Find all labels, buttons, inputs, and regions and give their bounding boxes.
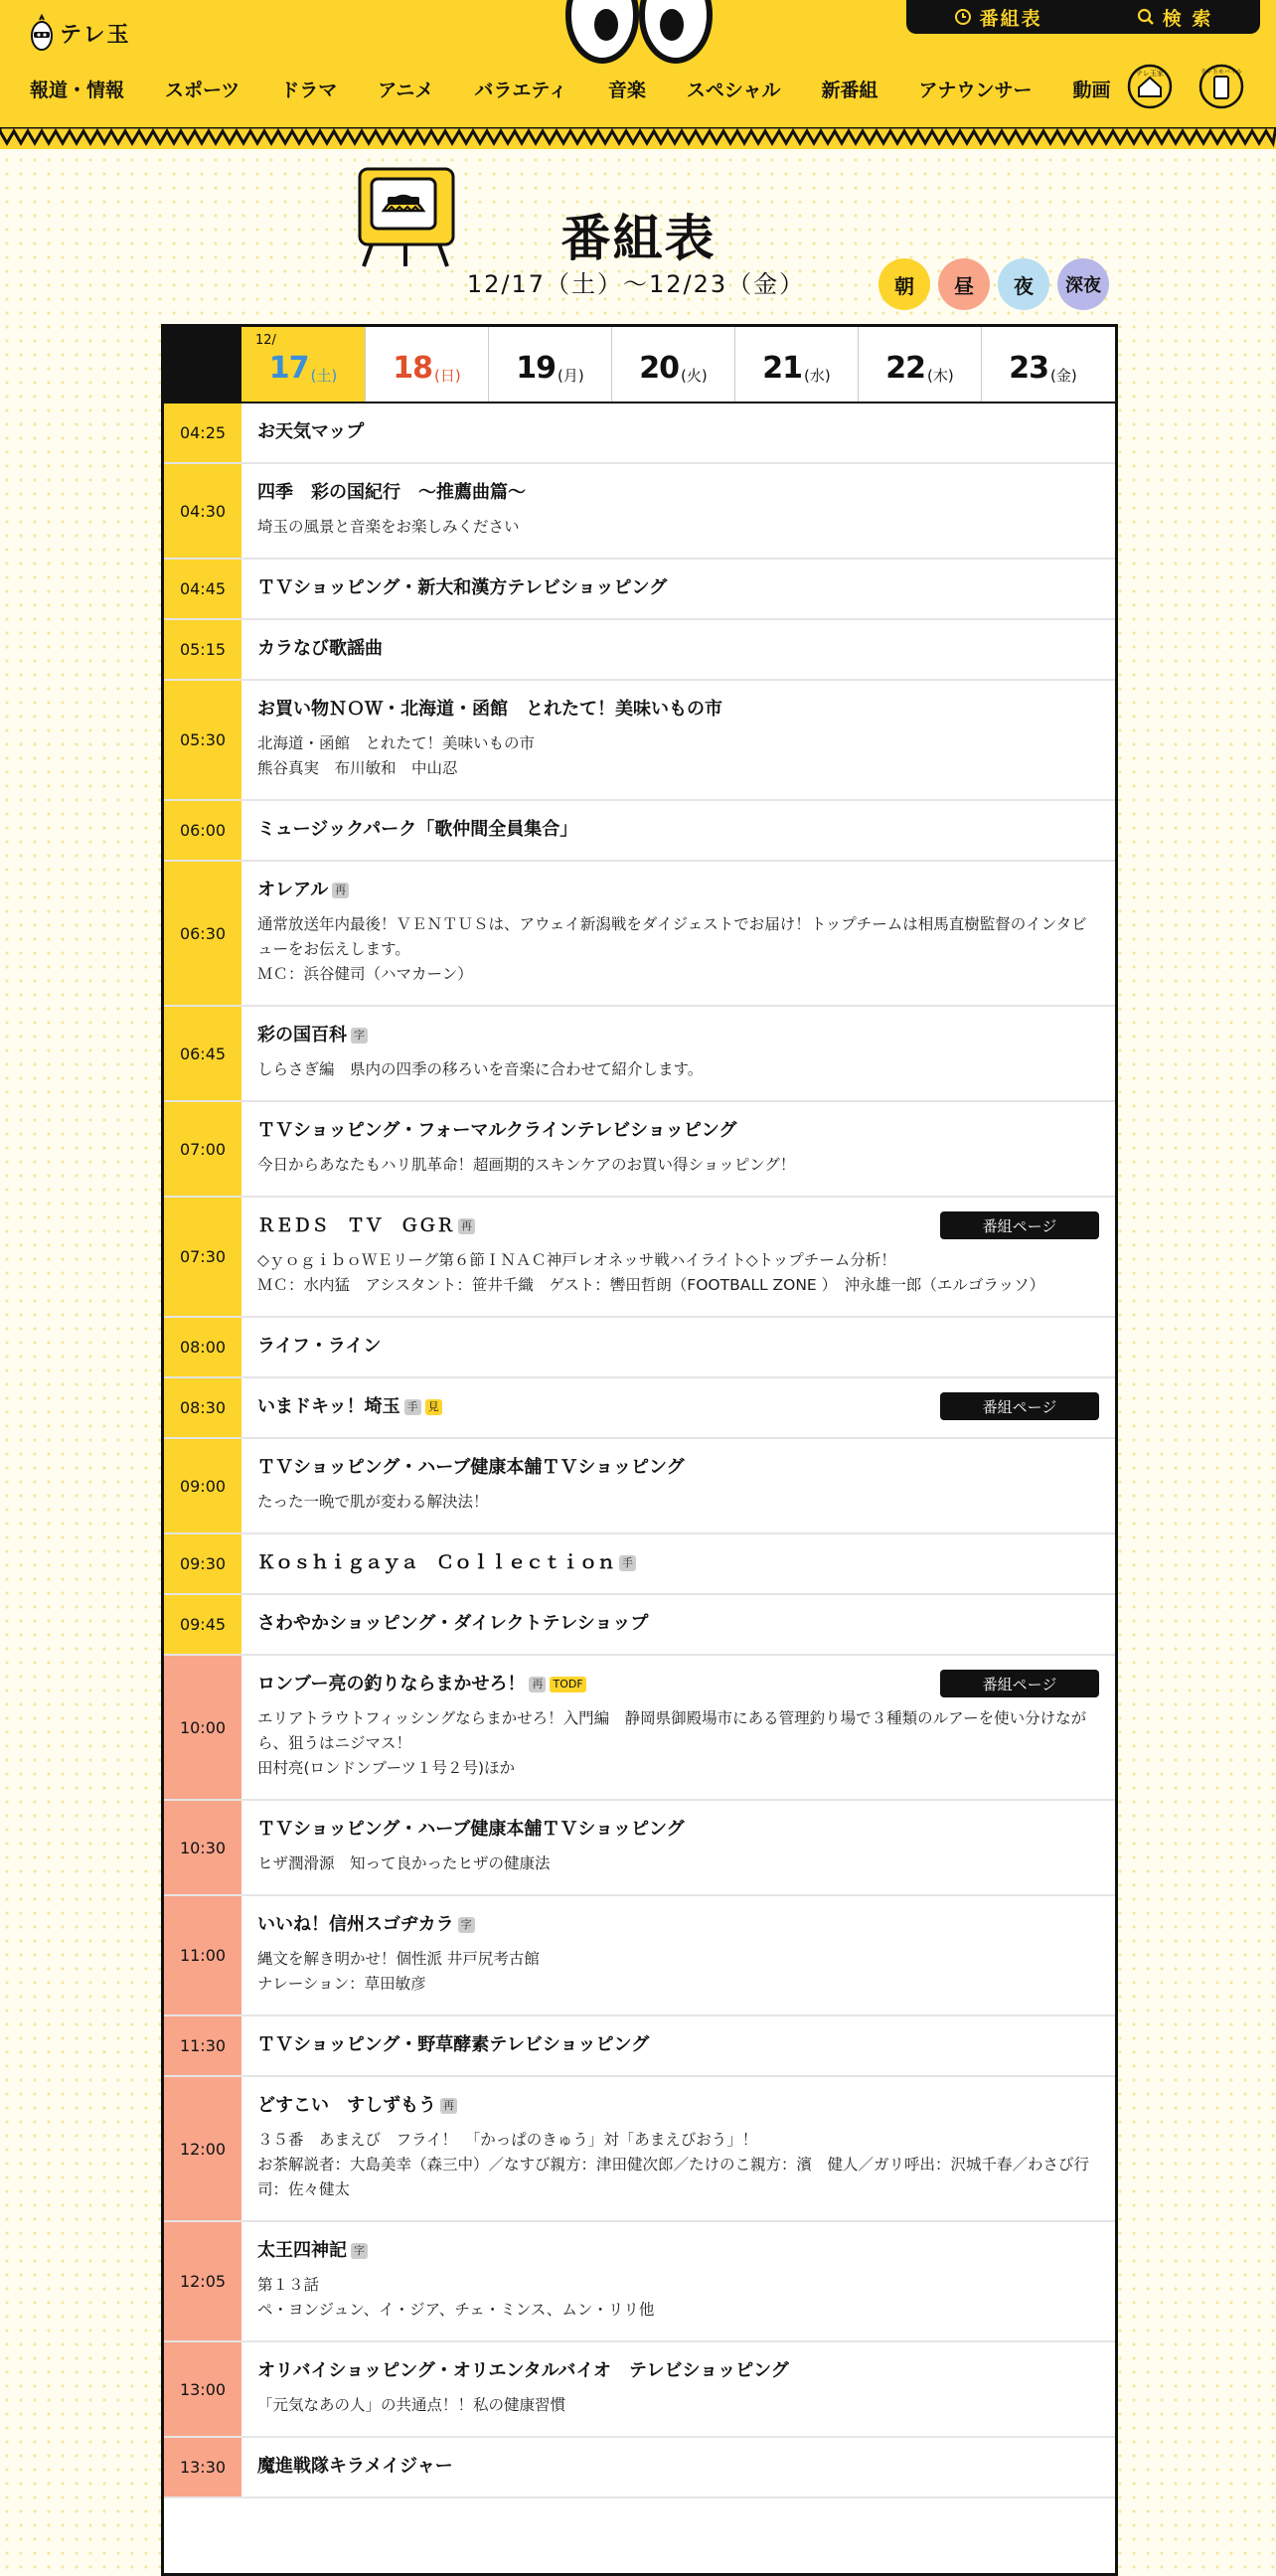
utility-bar (906, 0, 1260, 34)
program-title[interactable]: いいね！信州スゴヂカラ (257, 1914, 454, 1935)
schedule-link[interactable] (954, 4, 1042, 31)
program-cell (241, 2016, 1115, 2075)
program-description-line: 北海道・函館 とれたて！美味いもの市 (257, 734, 536, 752)
program-description-line: 今日からあなたもハリ肌革命！超画期的スキンケアのお買い得ショッピング！ (257, 1156, 796, 1174)
chick-mascot-icon (30, 14, 54, 52)
program-page-button[interactable]: 番組ページ (940, 1392, 1099, 1420)
program-title[interactable]: オリバイショッピング・オリエンタルバイオ テレビショッピング (257, 2360, 789, 2381)
day-tabs-corner (164, 327, 241, 402)
day-tab-23[interactable] (981, 327, 1104, 402)
program-title[interactable]: ミュージックパーク「歌仲間全員集合」 (257, 819, 578, 840)
nav-item-announcers[interactable]: アナウンサー (918, 80, 1033, 101)
house-icon-text: テレ玉家 (1136, 70, 1164, 78)
program-title[interactable]: ＴＶショッピング・新大和漢方テレビショッピング (257, 577, 668, 598)
search-icon (1137, 8, 1155, 26)
program-title[interactable]: ロンブー亮の釣りならまかせろ！ (257, 1674, 526, 1694)
clock-icon (954, 8, 972, 26)
program-badge: 字 (351, 2243, 368, 2259)
program-cell (241, 1534, 1115, 1593)
program-cell (241, 1896, 1115, 2014)
program-description-line: 通常放送年内最後！ＶＥＮＴＵＳは、アウェイ新潟戦をダイジェストでお届け！トップチームは相馬直樹監督のインタビューをお伝えします。 (257, 915, 1087, 958)
program-description-line: エリアトラウトフィッシングならまかせろ！入門編 静岡県御殿場市にある管理釣り場で３種類のルアーを使い分けながら、狙うはニジマス！ (257, 1709, 1087, 1752)
day-number: 17 (268, 351, 309, 386)
program-row[interactable] (164, 620, 1115, 681)
program-description-line: 第１３話 (257, 2276, 320, 2294)
program-row[interactable] (164, 1656, 1115, 1801)
program-row[interactable] (164, 403, 1115, 464)
program-title[interactable]: さわやかショッピング・ダイレクトテレショップ (257, 1613, 649, 1634)
program-cell (241, 1595, 1115, 1654)
teletama-house-icon[interactable] (1127, 64, 1173, 109)
program-title[interactable]: ＴＶショッピング・ハーブ健康本舗ＴＶショッピング (257, 1457, 685, 1478)
program-description-line: 縄文を解き明かせ！個性派 井戸尻考古館 (257, 1950, 540, 1968)
program-row[interactable] (164, 1801, 1115, 1896)
program-description (257, 1706, 1099, 1781)
program-cell (241, 801, 1115, 860)
program-description-line: しらさぎ編 県内の四季の移ろいを音楽に合わせて紹介します。 (257, 1060, 704, 1078)
program-row[interactable] (164, 464, 1115, 560)
program-time: 04:25 (164, 403, 241, 462)
schedule-table (161, 324, 1118, 2576)
program-time: 04:45 (164, 560, 241, 618)
tod-night-label: 夜 (1014, 273, 1034, 298)
program-row[interactable] (164, 1318, 1115, 1378)
program-row[interactable] (164, 1378, 1115, 1439)
nav-item-videos[interactable]: 動画 (1072, 80, 1111, 101)
program-row[interactable] (164, 681, 1115, 801)
day-weekday: (日) (434, 367, 461, 385)
day-weekday: (水) (804, 367, 831, 385)
program-badge: 見 (425, 1399, 442, 1415)
program-title-row (257, 2455, 1099, 2479)
program-time: 09:45 (164, 1595, 241, 1654)
program-time: 13:30 (164, 2438, 241, 2496)
program-description (257, 1947, 1099, 1997)
program-row[interactable] (164, 560, 1115, 620)
program-title-row (257, 576, 1099, 600)
program-time: 05:30 (164, 681, 241, 799)
program-time: 10:00 (164, 1656, 241, 1799)
program-description-line: 「元気なあの人」の共通点！！私の健康習慣 (257, 2396, 566, 2414)
program-title[interactable]: 彩の国百科 (257, 1025, 347, 1046)
site-logo[interactable] (30, 14, 131, 52)
program-row[interactable] (164, 2077, 1115, 2222)
program-title-row (257, 2094, 1099, 2118)
program-time: 07:30 (164, 1198, 241, 1316)
program-description-line: ３５番 あまえび フライ！ 「かっぱのきゅう」対「あまえびおう」！ (257, 2131, 758, 2149)
program-title-row (257, 637, 1099, 661)
program-description (257, 1057, 1099, 1082)
program-description-line: ヒザ潤滑源 知って良かったヒザの健康法 (257, 1854, 551, 1872)
program-row[interactable] (164, 2438, 1115, 2498)
program-title-row (257, 1119, 1099, 1143)
logo-text: テレ玉 (60, 22, 131, 48)
day-weekday: (土) (310, 367, 338, 385)
program-description-line: ナレーション：草田敏彦 (257, 1975, 426, 1993)
day-weekday: (月) (558, 367, 584, 385)
tod-morning-label: 朝 (894, 273, 914, 298)
program-time: 04:30 (164, 464, 241, 558)
program-badge: 字 (351, 1028, 368, 1044)
program-row[interactable] (164, 1896, 1115, 2016)
program-badge: 再 (440, 2098, 457, 2114)
program-title[interactable]: Ｋｏｓｈｉｇａｙａ Ｃｏｌｌｅｃｔｉｏｎ (257, 1552, 615, 1573)
program-title[interactable]: お天気マップ (257, 421, 365, 442)
mobile-icon-text: テレ玉モバイル (1200, 69, 1242, 76)
program-row[interactable] (164, 862, 1115, 1007)
day-weekday: (火) (681, 367, 708, 385)
program-time: 10:30 (164, 1801, 241, 1894)
day-month-label: 12/ (255, 333, 276, 348)
program-time: 06:30 (164, 862, 241, 1005)
program-time: 12:00 (164, 2077, 241, 2220)
program-row[interactable] (164, 1007, 1115, 1102)
program-title-row (257, 2359, 1099, 2383)
nav-item-news[interactable]: 報道・情報 (30, 80, 125, 101)
program-description-line: 熊谷真実 布川敏和 中山忍 (257, 759, 458, 777)
program-title[interactable]: ＴＶショッピング・ハーブ健康本舗ＴＶショッピング (257, 1819, 685, 1840)
program-title-row (257, 818, 1099, 842)
tod-daytime-button[interactable] (938, 258, 990, 310)
day-tab-21[interactable] (734, 327, 858, 402)
program-cell (241, 2222, 1115, 2340)
program-title-row (257, 1456, 1099, 1480)
program-title-row (257, 2033, 1099, 2057)
day-number: 18 (393, 351, 433, 386)
nav-item-new-programs[interactable]: 新番組 (821, 80, 878, 101)
program-cell (241, 1007, 1115, 1100)
program-description (257, 2273, 1099, 2323)
program-title[interactable]: オレアル (257, 880, 329, 900)
program-description (257, 1852, 1099, 1876)
program-description (257, 515, 1099, 540)
program-time: 07:00 (164, 1102, 241, 1196)
search-link-label: 検 索 (1162, 7, 1213, 30)
program-title[interactable]: いまドキッ！埼玉 (257, 1396, 400, 1417)
program-time: 05:15 (164, 620, 241, 679)
program-cell (241, 681, 1115, 799)
nav-item-drama[interactable]: ドラマ (280, 80, 338, 101)
schedule-link-label: 番組表 (979, 7, 1042, 30)
program-title[interactable]: お買い物ＮＯＷ・北海道・函館 とれたて！美味いもの市 (257, 699, 722, 720)
program-description (257, 2393, 1099, 2418)
page-title: 番組表 (560, 210, 717, 267)
program-title[interactable]: ライフ・ライン (257, 1336, 382, 1357)
day-tabs (164, 327, 1115, 403)
program-list (164, 403, 1115, 2498)
day-tab-20[interactable] (611, 327, 734, 402)
program-time: 12:05 (164, 2222, 241, 2340)
program-description-line: ◇ｙｏｇｉｂｏＷＥリーグ第６節ＩＮＡＣ神戸レオネッサ戦ハイライト◇トップチーム分析！ (257, 1251, 896, 1269)
program-badge: 再 (458, 1218, 475, 1234)
program-title-row (257, 1913, 1099, 1937)
day-tab-19[interactable] (488, 327, 611, 402)
program-cell (241, 1439, 1115, 1532)
program-badge: 手 (404, 1399, 421, 1415)
program-cell (241, 1801, 1115, 1894)
day-weekday: (金) (1050, 367, 1077, 385)
program-description-line: 田村亮(ロンドンブーツ１号２号)ほか (257, 1759, 516, 1777)
program-description (257, 1248, 1099, 1298)
program-row[interactable] (164, 2222, 1115, 2342)
day-number: 22 (885, 351, 926, 386)
program-description-line: ＭＣ：浜谷健司（ハマカーン） (257, 965, 473, 983)
day-tab-18[interactable] (365, 327, 488, 402)
program-description (257, 731, 1099, 781)
tod-morning-button[interactable] (878, 258, 930, 310)
tv-mascot-icon (350, 167, 461, 268)
program-title[interactable]: 魔進戦隊キラメイジャー (257, 2456, 453, 2477)
program-description-line: お茶解説者：大島美幸（森三中）／なすび親方：津田健次郎／たけのこ親方：濱 健人／ガリ呼出：沢城千春／わさび行司：佐々健太 (257, 2156, 1090, 2198)
program-row[interactable] (164, 1439, 1115, 1534)
program-description-line: 埼玉の風景と音楽をお楽しみください (257, 518, 520, 536)
program-time: 13:00 (164, 2342, 241, 2436)
program-row[interactable] (164, 1198, 1115, 1318)
program-row[interactable] (164, 2016, 1115, 2077)
program-title[interactable]: どすこい すしずもう (257, 2095, 436, 2116)
program-cell (241, 1318, 1115, 1376)
day-tab-17[interactable] (241, 327, 365, 402)
program-title-row (257, 1335, 1099, 1359)
program-badge: 再 (529, 1677, 546, 1692)
program-title[interactable]: 太王四神記 (257, 2240, 347, 2261)
nav-item-anime[interactable]: アニメ (378, 80, 434, 101)
program-cell (241, 862, 1115, 1005)
header-zigzag-edge (0, 127, 1276, 151)
program-cell (241, 403, 1115, 462)
program-title[interactable]: ＴＶショッピング・野草酵素テレビショッピング (257, 2034, 650, 2055)
day-number: 19 (516, 351, 557, 386)
tod-latenight-label: 深夜 (1065, 275, 1101, 296)
program-cell (241, 2438, 1115, 2496)
program-time: 11:30 (164, 2016, 241, 2075)
program-description-line: ＭＣ：水内猛 アシスタント：笹井千織 ゲスト：轡田哲朗（FOOTBALL ZONE ） 沖永雄一郎（エルゴラッソ） (257, 1276, 1045, 1294)
program-cell (241, 2077, 1115, 2220)
tod-daytime-label: 昼 (954, 273, 974, 298)
nav-item-sports[interactable]: スポーツ (165, 80, 240, 101)
program-badge: 字 (458, 1917, 475, 1933)
program-cell (241, 464, 1115, 558)
program-description (257, 2128, 1099, 2202)
program-row[interactable] (164, 2342, 1115, 2438)
program-time: 08:00 (164, 1318, 241, 1376)
program-badge: TODF (550, 1677, 585, 1692)
program-time: 06:45 (164, 1007, 241, 1100)
global-nav (30, 76, 1152, 102)
program-row[interactable] (164, 1595, 1115, 1656)
program-title-row (257, 1024, 1099, 1047)
program-time: 09:00 (164, 1439, 241, 1532)
program-cell (241, 1102, 1115, 1196)
program-title-row (257, 879, 1099, 902)
nav-item-special[interactable]: スペシャル (686, 80, 781, 101)
program-description-line: たった一晩で肌が変わる解決法！ (257, 1493, 489, 1511)
program-page-button[interactable]: 番組ページ (940, 1670, 1099, 1697)
teletama-mobile-icon[interactable] (1198, 64, 1244, 109)
program-title-row (257, 2239, 1099, 2263)
program-page-button[interactable]: 番組ページ (940, 1211, 1099, 1239)
program-description (257, 1490, 1099, 1515)
program-title-row (257, 1551, 1099, 1575)
program-title-row (257, 420, 1099, 444)
program-row[interactable] (164, 1534, 1115, 1595)
program-badge: 手 (619, 1555, 636, 1571)
program-title-row (257, 481, 1099, 505)
day-weekday: (木) (927, 367, 954, 385)
day-tab-22[interactable] (858, 327, 981, 402)
nav-item-variety[interactable]: バラエティ (474, 80, 567, 101)
nav-item-music[interactable]: 音楽 (607, 80, 646, 101)
program-title[interactable]: 四季 彩の国紀行 ～推薦曲篇～ (257, 482, 526, 503)
program-time: 06:00 (164, 801, 241, 860)
program-title[interactable]: ＲＥＤＳ ＴＶ ＧＧＲ (257, 1215, 454, 1236)
program-row[interactable] (164, 801, 1115, 862)
program-time: 11:00 (164, 1896, 241, 2014)
program-title-row (257, 1612, 1099, 1636)
day-number: 21 (762, 351, 803, 386)
program-title-row (257, 698, 1099, 722)
program-time: 08:30 (164, 1378, 241, 1437)
program-title[interactable]: カラなび歌謡曲 (257, 638, 383, 659)
day-number: 20 (639, 351, 680, 386)
program-title-row (257, 1818, 1099, 1842)
date-range: 12/17（土）〜12/23（金） (466, 270, 806, 298)
program-cell (241, 2342, 1115, 2436)
program-cell (241, 620, 1115, 679)
program-title[interactable]: ＴＶショッピング・フォーマルクラインテレビショッピング (257, 1120, 737, 1141)
program-description-line: ペ・ヨンジュン、イ・ジア、チェ・ミンス、ムン・リリ他 (257, 2301, 655, 2319)
program-cell (241, 560, 1115, 618)
program-row[interactable] (164, 1102, 1115, 1198)
program-badge: 再 (332, 883, 349, 898)
search-link[interactable] (1137, 4, 1213, 31)
program-description (257, 1153, 1099, 1178)
tod-night-button[interactable] (998, 258, 1049, 310)
mascot-eyes-icon (564, 0, 714, 65)
program-description (257, 912, 1099, 987)
tod-latenight-button[interactable] (1057, 258, 1109, 310)
day-number: 23 (1009, 351, 1049, 386)
program-time: 09:30 (164, 1534, 241, 1593)
